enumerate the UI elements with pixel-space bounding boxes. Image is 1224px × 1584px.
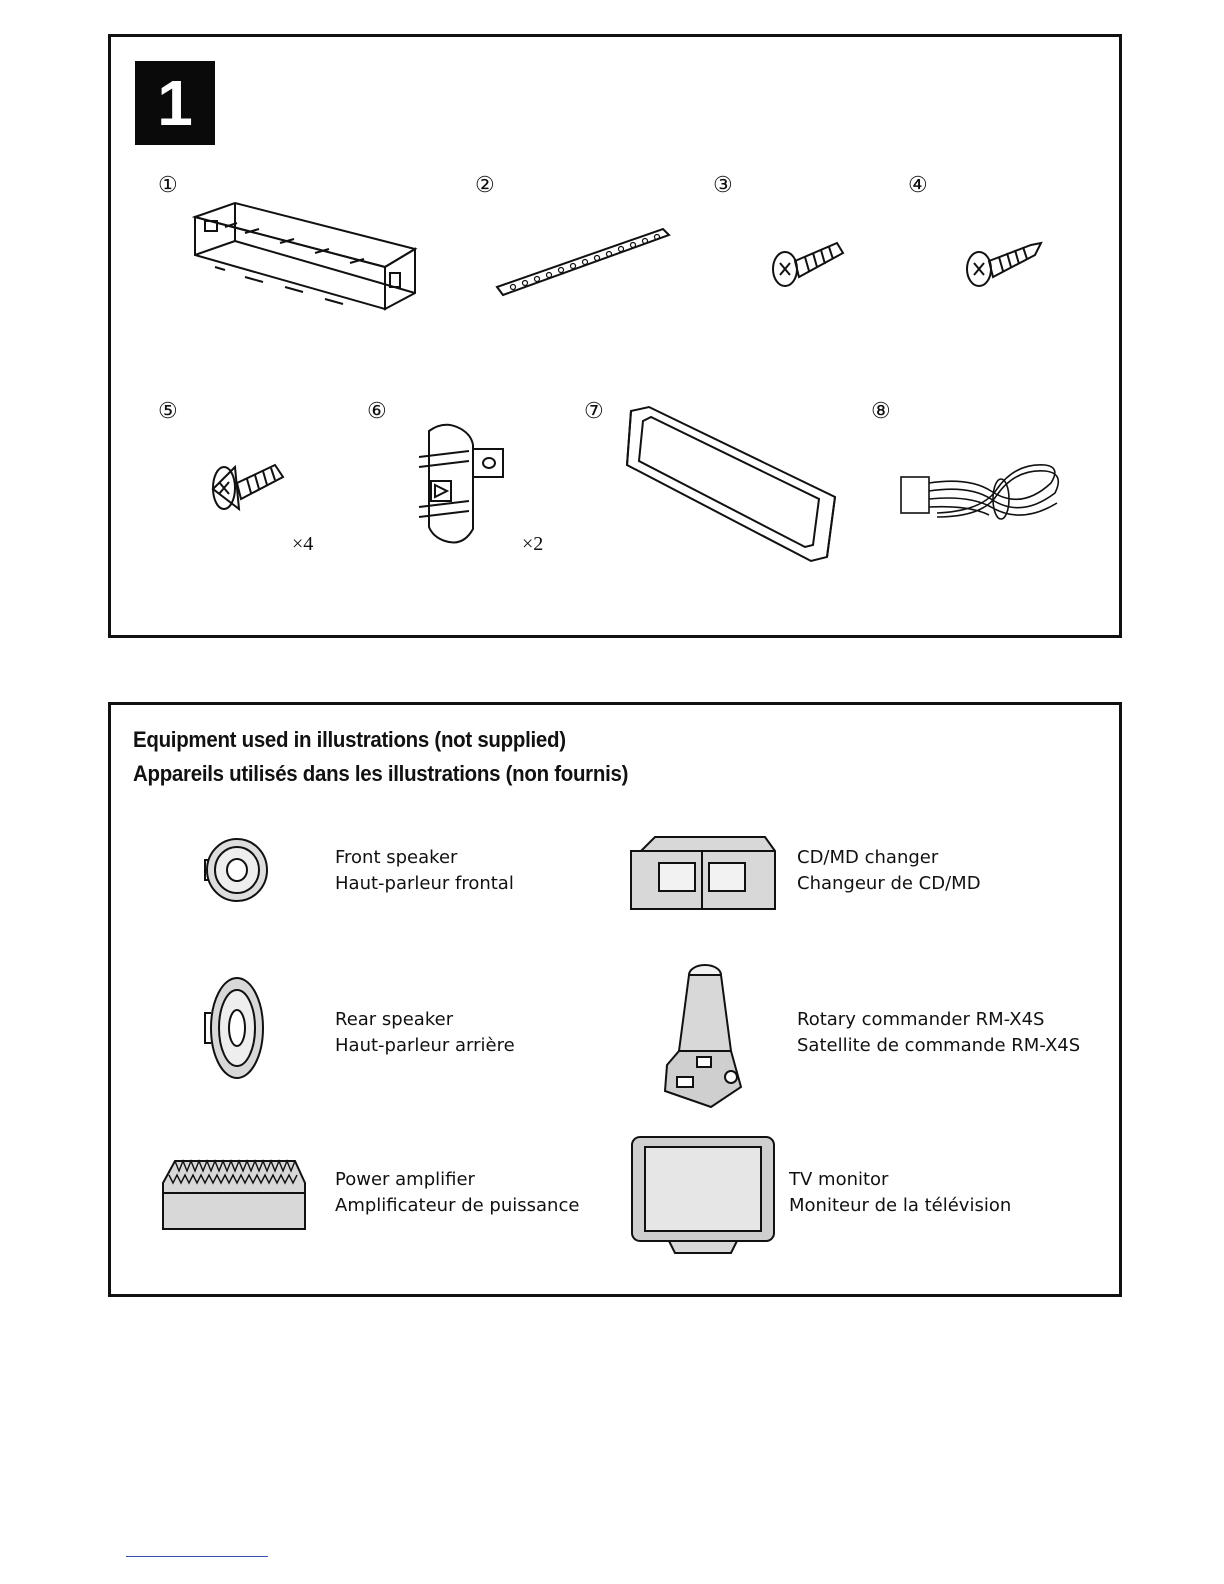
step-number-badge: 1 bbox=[135, 61, 215, 145]
tv-monitor-label: TV monitor Moniteur de la télévision bbox=[789, 1169, 1012, 1216]
rotary-commander-icon bbox=[661, 961, 751, 1109]
parts-list-panel bbox=[108, 34, 1122, 638]
mounting-strap-icon bbox=[493, 217, 673, 297]
part-6-quantity: ×2 bbox=[522, 533, 544, 555]
part-number-2: ② bbox=[475, 173, 495, 198]
power-amplifier-icon bbox=[159, 1155, 307, 1235]
front-speaker-icon bbox=[201, 835, 271, 905]
part-number-3: ③ bbox=[713, 173, 733, 198]
power-connecting-lead-icon bbox=[891, 449, 1071, 539]
equipment-panel bbox=[108, 702, 1122, 1297]
bracket-icon bbox=[409, 419, 509, 551]
part-number-8: ⑧ bbox=[871, 399, 891, 424]
frame-icon bbox=[621, 405, 841, 565]
tv-monitor-icon bbox=[629, 1133, 777, 1259]
part-number-1: ① bbox=[158, 173, 178, 198]
part-number-4: ④ bbox=[908, 173, 928, 198]
footer-rule bbox=[126, 1556, 268, 1557]
rotary-commander-label: Rotary commander RM-X4S Satellite de commande RM-X4S bbox=[797, 1009, 1081, 1056]
flat-head-screw-icon bbox=[209, 453, 289, 523]
part-5-quantity: ×4 bbox=[292, 533, 314, 555]
part-number-6: ⑥ bbox=[367, 399, 387, 424]
mounting-sleeve-icon bbox=[185, 197, 425, 337]
part-number-5: ⑤ bbox=[158, 399, 178, 424]
power-amplifier-label: Power amplifier Amplificateur de puissance bbox=[335, 1169, 580, 1216]
equipment-heading-fr: Appareils utilisés dans les illustrations (non fournis) bbox=[133, 761, 629, 786]
rear-speaker-icon bbox=[201, 973, 267, 1083]
tapping-screw-icon bbox=[963, 233, 1047, 293]
cd-md-changer-label: CD/MD changer Changeur de CD/MD bbox=[797, 847, 981, 894]
rear-speaker-label: Rear speaker Haut-parleur arrière bbox=[335, 1009, 515, 1056]
bolt-screw-icon bbox=[769, 233, 849, 293]
part-number-7: ⑦ bbox=[584, 399, 604, 424]
equipment-heading-en: Equipment used in illustrations (not supplied) bbox=[133, 727, 566, 752]
front-speaker-label: Front speaker Haut-parleur frontal bbox=[335, 847, 514, 894]
cd-md-changer-icon bbox=[629, 833, 777, 915]
